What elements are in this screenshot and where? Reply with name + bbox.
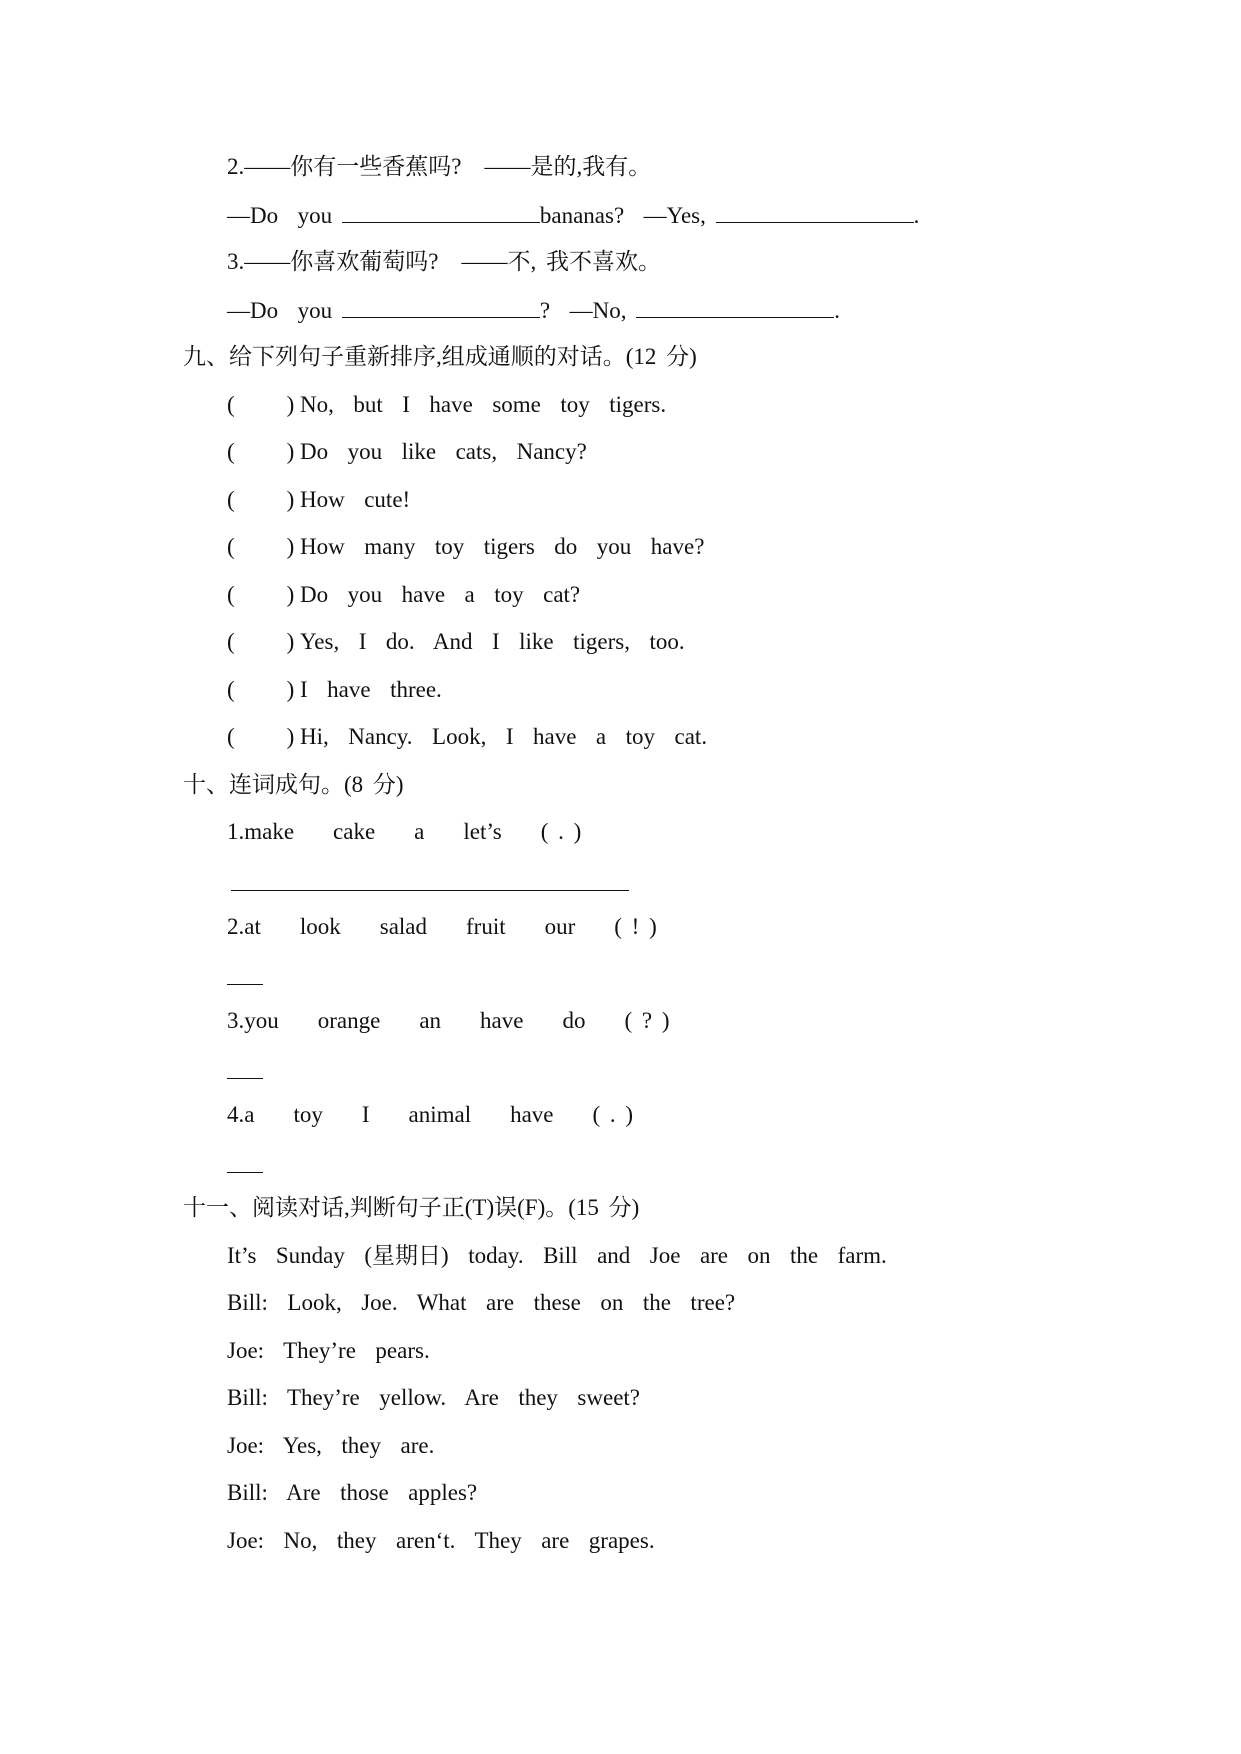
order-answer-box[interactable]: ( ) [227,392,295,417]
question-3-text-c: . [834,298,840,323]
question-3-blank-1[interactable] [342,295,540,318]
reading-intro: It’s Sunday (星期日) today. Bill and Joe are on the farm. [227,1243,887,1268]
order-item-text: Do you like cats, Nancy? [300,439,587,464]
order-item [227,437,587,467]
order-item [227,532,704,562]
dialogue-line: Bill: They’re yellow. Are they sweet? [227,1385,641,1410]
order-answer-box[interactable]: ( ) [227,629,295,654]
dialogue-line: Bill: Are those apples? [227,1480,478,1505]
question-2-english [227,200,919,231]
question-2-text-a: —Do you [227,203,342,228]
question-2-blank-1[interactable] [342,200,540,223]
order-item [227,675,442,705]
order-item [227,485,410,515]
answer-line-3[interactable] [227,1078,263,1079]
order-item [227,722,707,752]
word-order-question-3: 3.you orange an have do ( ? ) [227,1008,670,1033]
section-10-title: 十、连词成句。(8 分) [183,772,404,797]
order-item-text: How cute! [300,487,411,512]
order-answer-box[interactable]: ( ) [227,534,295,559]
question-2-text-c: . [913,203,920,228]
question-3-text-a: —Do you [227,298,342,323]
question-2-text-b: bananas? —Yes, [539,203,716,228]
word-order-question-2: 2.at look salad fruit our ( ! ) [227,914,657,939]
dialogue-line: Joe: They’re pears. [227,1338,430,1363]
question-3-text-b: ? —No, [539,298,637,323]
order-answer-box[interactable]: ( ) [227,439,295,464]
order-answer-box[interactable]: ( ) [227,724,295,749]
order-item-text: No, but I have some toy tigers. [300,392,667,417]
order-answer-box[interactable]: ( ) [227,677,295,702]
order-item-text: Yes, I do. And I like tigers, too. [300,629,685,654]
order-answer-box[interactable]: ( ) [227,487,295,512]
dialogue-line: Joe: No, they aren‘t. They are grapes. [227,1528,655,1553]
order-item-text: How many toy tigers do you have? [300,534,705,559]
dialogue-line: Joe: Yes, they are. [227,1433,435,1458]
word-order-question-4: 4.a toy I animal have ( . ) [227,1102,634,1127]
answer-line-2[interactable] [227,984,263,985]
order-item [227,627,685,657]
question-3-english [227,295,840,326]
question-2-chinese: 2.——你有一些香蕉吗? ——是的,我有。 [227,154,652,179]
answer-line-4[interactable] [227,1172,263,1173]
word-order-question-1: 1.make cake a let’s ( . ) [227,819,582,844]
section-9-title: 九、给下列句子重新排序,组成通顺的对话。(12 分) [183,344,697,369]
answer-line-1[interactable] [231,890,629,891]
order-answer-box[interactable]: ( ) [227,582,295,607]
order-item [227,390,666,420]
order-item-text: Hi, Nancy. Look, I have a toy cat. [300,724,708,749]
question-3-blank-2[interactable] [636,295,834,318]
order-item [227,580,580,610]
order-item-text: I have three. [300,677,442,702]
question-2-blank-2[interactable] [716,200,914,223]
dialogue-line: Bill: Look, Joe. What are these on the tree? [227,1290,736,1315]
section-11-title: 十一、阅读对话,判断句子正(T)误(F)。(15 分) [183,1195,640,1220]
question-3-chinese: 3.——你喜欢葡萄吗? ——不, 我不喜欢。 [227,249,661,274]
order-item-text: Do you have a toy cat? [300,582,581,607]
